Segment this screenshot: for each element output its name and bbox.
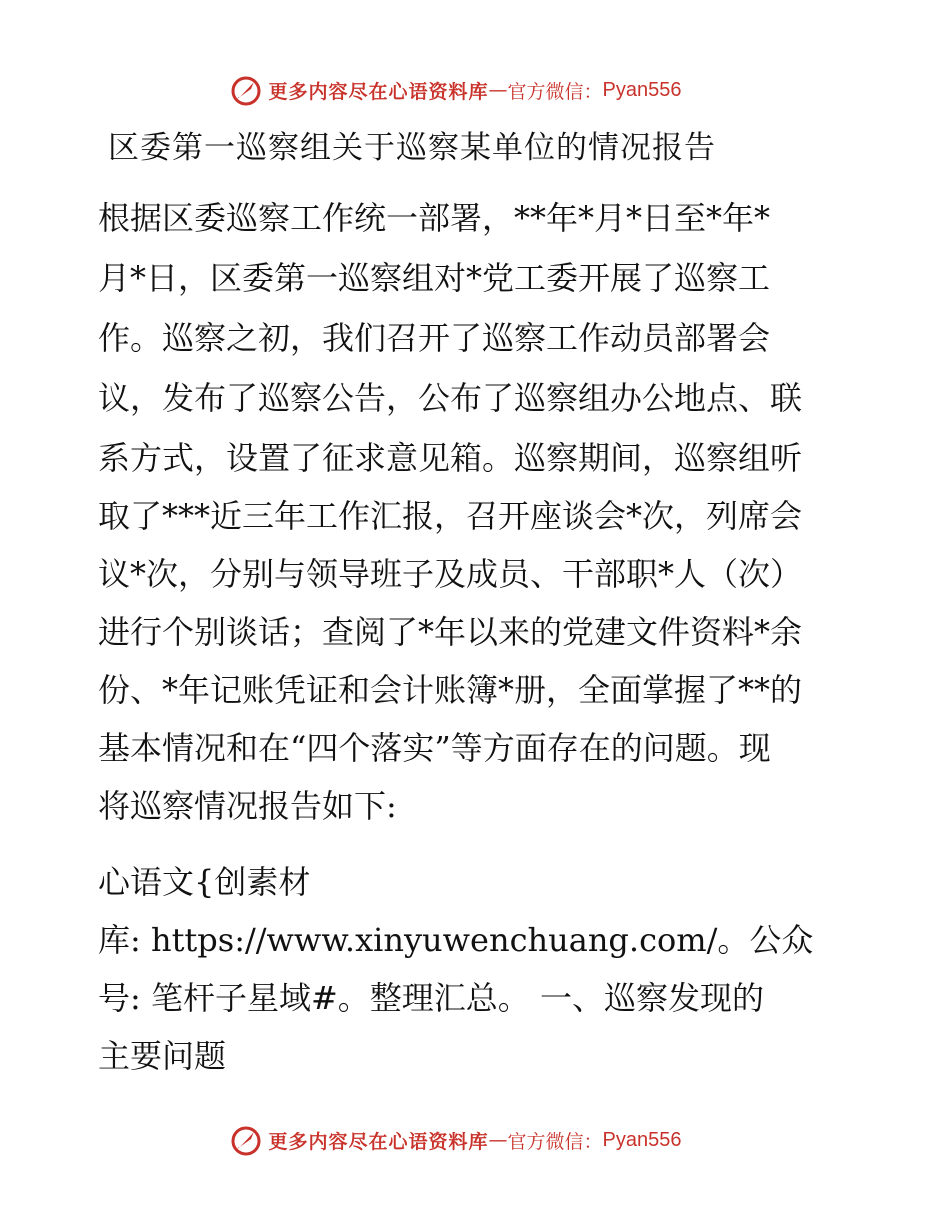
body-line-14: 号: 笔杆子星域#。整理汇总。 一、巡察发现的 [98,979,764,1017]
banner-contact-id: Pyan556 [602,1128,682,1151]
header-banner [0,70,950,110]
banner-separator: — [488,79,508,101]
banner-separator: — [488,1129,508,1151]
body-line-10: 基本情况和在“四个落实”等方面存在的问题。现 [98,729,771,767]
body-line-1: 根据区委巡察工作统一部署，**年*月*日至*年* [98,199,771,237]
body-line-11: 将巡察情况报告如下: [98,787,397,825]
body-line-13: 库: https://www.xinyuwenchuang.com/。公众 [98,921,814,959]
body-line-12: 心语文{创素材 [98,863,311,901]
body-line-5: 系方式，设置了征求意见箱。巡察期间，巡察组听 [98,439,803,477]
body-line-9: 份、*年记账凭证和会计账簿*册，全面掌握了**的 [98,671,803,709]
body-line-15: 主要问题 [98,1037,227,1075]
body-line-4: 议，发布了巡察公告，公布了巡察组办公地点、联 [98,379,803,417]
body-line-7: 议*次，分别与领导班子及成员、干部职*人（次） [98,555,803,593]
body-line-6: 取了***近三年工作汇报，召开座谈会*次，列席会 [98,497,803,535]
body-line-2: 月*日，区委第一巡察组对*党工委开展了巡察工 [98,259,771,297]
quill-logo-icon [229,73,263,107]
banner-contact-label: 官方微信： [507,1130,603,1153]
body-line-8: 进行个别谈话；查阅了*年以来的党建文件资料*余 [98,613,803,651]
body-line-3: 作。巡察之初，我们召开了巡察工作动员部署会 [98,319,771,357]
footer-banner [0,1120,950,1160]
banner-brand-text: 更多内容尽在心语资料库 [268,1130,489,1153]
quill-logo-icon [229,1123,263,1157]
banner-contact-id: Pyan556 [602,78,682,101]
banner-brand-text: 更多内容尽在心语资料库 [268,80,489,103]
document-title: 区委第一巡察组关于巡察某单位的情况报告 [108,130,716,166]
banner-contact-label: 官方微信： [507,80,603,103]
